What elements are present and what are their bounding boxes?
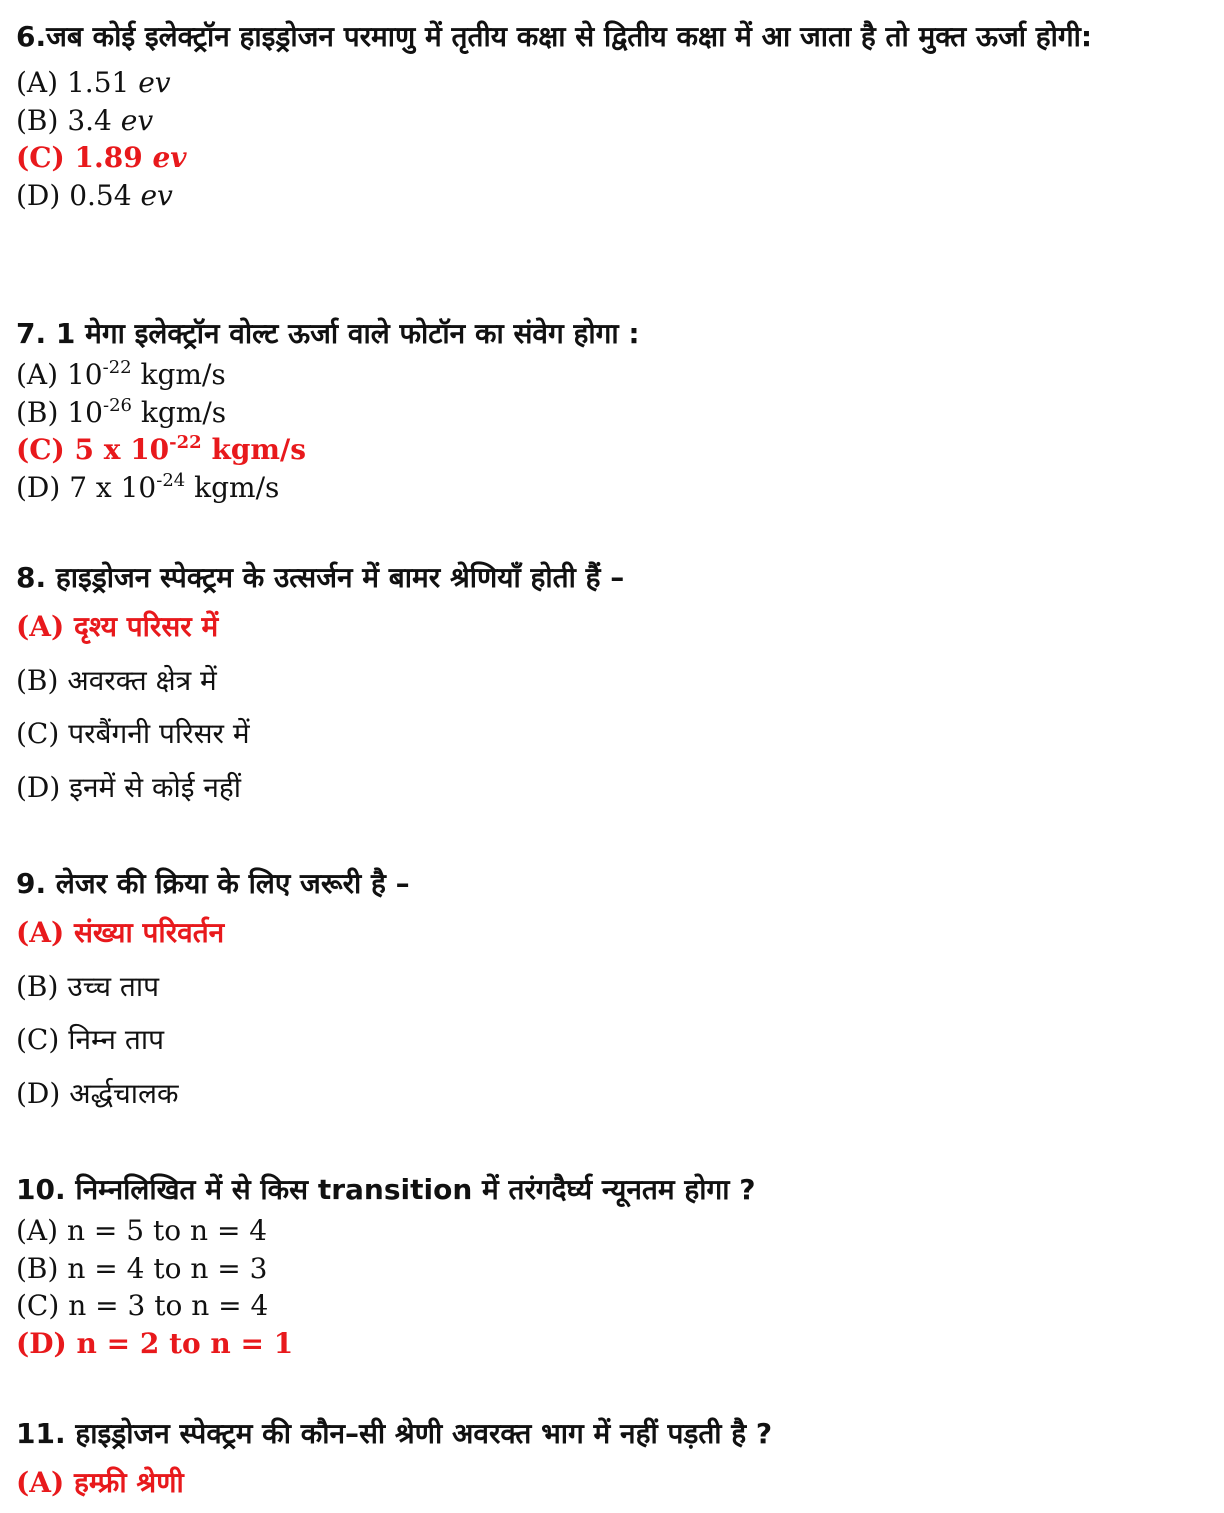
option-8-c: (C) परबैंगनी परिसर में bbox=[16, 717, 250, 750]
options-8 bbox=[16, 600, 1204, 814]
question-7 bbox=[16, 312, 1204, 506]
question-11-text: 11. हाइड्रोजन स्पेक्ट्रम की कौन–सी श्रेणी अवरक्त भाग में नहीं पड़ती है ? bbox=[16, 1417, 773, 1450]
option-7-d: (D) 7 x $10^{-24}$ kgm/s bbox=[16, 469, 280, 504]
option-10-a: (A) n = 5 to n = 4 bbox=[16, 1214, 268, 1247]
option-10-b: (B) n = 4 to n = 3 bbox=[16, 1251, 268, 1285]
question-7-text: 7. 1 मेगा इलेक्ट्रॉन वोल्ट ऊर्जा वाले फोटॉन का संवेग होगा : bbox=[16, 317, 640, 350]
options-9 bbox=[16, 906, 1204, 1120]
question-10-text: 10. निम्नलिखित में से किस transition में तरंगदैर्घ्य न्यूनतम होगा ? bbox=[16, 1173, 756, 1206]
option-6-d: (D) 0.54 ev bbox=[16, 178, 173, 212]
option-11-a-answer: (A) हम्फ्री श्रेणी bbox=[16, 1466, 184, 1499]
option-8-a-answer: (A) दृश्य परिसर में bbox=[16, 610, 219, 643]
question-9-text: 9. लेजर की क्रिया के लिए जरूरी है – bbox=[16, 867, 410, 900]
options-7 bbox=[16, 356, 1204, 506]
option-10-c: (C) n = 3 to n = 4 bbox=[16, 1289, 269, 1322]
option-9-d: (D) अर्द्धचालक bbox=[16, 1076, 179, 1110]
question-text: जब कोई इलेक्ट्रॉन हाइड्रोजन परमाणु में तृतीय कक्षा से द्वितीय कक्षा में आ जाता है तो मुक्त ऊर्जा होगी: bbox=[46, 20, 1093, 53]
option-6-a: (A) 1.51 ev bbox=[16, 66, 171, 99]
option-7-c-answer: (C) 5 x $10^{-22}$ kgm/s bbox=[16, 432, 307, 466]
question-10 bbox=[16, 1168, 1204, 1362]
question-9 bbox=[16, 862, 1204, 1120]
question-6-text bbox=[16, 10, 1204, 64]
option-6-c-answer: (C) 1.89 ev bbox=[16, 141, 187, 174]
option-9-a-answer: (A) संख्या परिवर्तन bbox=[16, 916, 225, 949]
option-7-a: (A) $10^{-22}$ kgm/s bbox=[16, 357, 226, 391]
question-11 bbox=[16, 1412, 1204, 1510]
options-11 bbox=[16, 1456, 1204, 1510]
question-8 bbox=[16, 556, 1204, 814]
options-10 bbox=[16, 1212, 1204, 1362]
question-number: 6. bbox=[16, 20, 47, 53]
option-6-b: (B) 3.4 ev bbox=[16, 103, 154, 137]
option-8-b: (B) अवरक्त क्षेत्र में bbox=[16, 663, 217, 697]
option-9-c: (C) निम्न ताप bbox=[16, 1023, 164, 1056]
option-10-d-answer: (D) n = 2 to n = 1 bbox=[16, 1326, 294, 1360]
option-8-d: (D) इनमें से कोई नहीं bbox=[16, 770, 242, 804]
question-6 bbox=[16, 10, 1204, 214]
option-9-b: (B) उच्च ताप bbox=[16, 969, 160, 1003]
option-7-b: (B) $10^{-26}$ kgm/s bbox=[16, 394, 227, 429]
question-8-text: 8. हाइड्रोजन स्पेक्ट्रम के उत्सर्जन में बामर श्रेणियाँ होती हैं – bbox=[16, 561, 625, 594]
options-6 bbox=[16, 64, 1204, 214]
